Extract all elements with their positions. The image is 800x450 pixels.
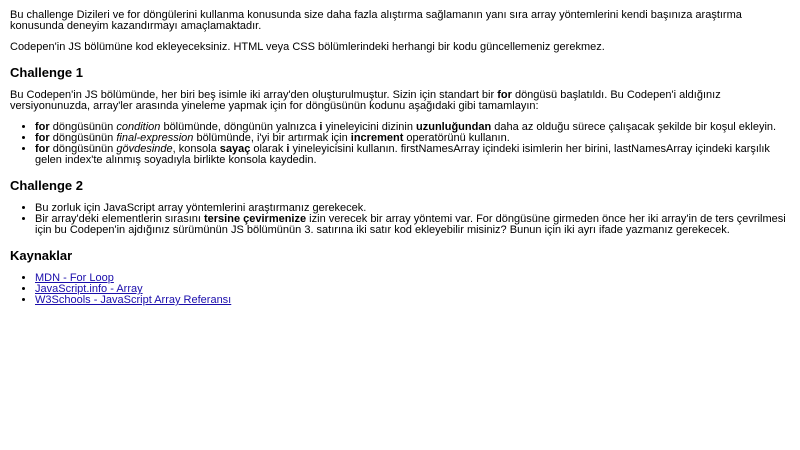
list-item-text: , konsola xyxy=(172,143,220,155)
reverse-keyword: tersine çevirmenize xyxy=(204,213,307,225)
increment-keyword: increment xyxy=(350,132,404,144)
challenge-1-text-a: Bu Codepen'in JS bölümünde, her biri beş isimle iki array'den oluşturulmuştur. Sizin için standart bir xyxy=(10,89,498,101)
list-item xyxy=(35,144,790,166)
list-item-text: döngüsünün xyxy=(49,121,117,133)
final-expression-term: final-expression xyxy=(116,132,194,144)
challenge-2-steps-list xyxy=(10,203,790,236)
list-item: • Bu zorluk için JavaScript array yöntemlerini araştırmanız gerekecek. xyxy=(35,203,790,214)
condition-term: condition xyxy=(116,121,161,133)
body-term: gövdesinde xyxy=(116,143,173,155)
length-keyword: uzunluğundan xyxy=(416,121,492,133)
list-item-text: izin verecek bir array yöntemi var. For döngüsüne girmeden önce her iki array'in de ters çevrilmesi için bu Codepen'in ajdığınız sürümünün JS bölümünün 3. satırına iki satır kod ekleyebilir misiniz? Bunun için iki ayrı ifade yazmanız gerekecek. xyxy=(35,213,786,236)
list-item-text: döngüsünün xyxy=(49,132,117,144)
list-item-text: olarak xyxy=(250,143,287,155)
iterator-keyword: i xyxy=(286,143,290,155)
list-item-text: yineleyicini dizinin xyxy=(322,121,417,133)
list-item xyxy=(35,273,790,284)
list-item-text: yineleyicisini kullanın. firstNamesArray içindeki isimlerin her birini, lastNamesArray içindeki karşılık gelen index'te alınmış soyadıyla birlikte konsola kaydedin. xyxy=(35,143,770,166)
challenge-1-text-b: döngüsü başlatıldı. Bu Codepen'i aldığınız versiyonunuzda, array'ler arasında yineleme yapmak için for döngüsünün kodunu aşağıdaki gibi tamamlayın: xyxy=(10,89,721,112)
codepen-instructions-paragraph: Codepen'in JS bölümüne kod ekleyeceksiniz. HTML veya CSS bölümlerindeki herhangi bir kodu güncellemeniz gerekmez. xyxy=(10,41,605,53)
for-keyword: for xyxy=(35,143,50,155)
intro-paragraph: Bu challenge Dizileri ve for döngülerini kullanma konusunda size daha fazla alıştırma sağlamanın yanı sıra array yöntemlerini kendi başınıza araştırma konusunda deneyim kazandırmayı amaçlamaktadır. xyxy=(10,9,742,32)
list-item-text: Bir array'deki elementlerin sırasını xyxy=(35,213,204,225)
sources-list xyxy=(10,273,790,306)
list-item-text: döngüsünün xyxy=(49,143,117,155)
list-item-text: daha az olduğu sürece çalışacak şekilde bir koşul ekleyin. xyxy=(491,121,777,133)
iterator-keyword: i xyxy=(319,121,323,133)
list-item-text: operatörünü kullanın. xyxy=(403,132,510,144)
list-item-text: bölümünde, i'yi bir artırmak için xyxy=(193,132,351,144)
challenge-1-steps-list xyxy=(10,122,790,166)
w3schools-array-reference-link[interactable]: W3Schools - JavaScript Array Referansı xyxy=(35,294,232,306)
counter-keyword: sayaç xyxy=(219,143,251,155)
for-keyword: for xyxy=(35,121,50,133)
challenge-1-for-keyword: for xyxy=(497,89,512,101)
challenge-1-heading: Challenge 1 xyxy=(10,65,83,80)
list-item-text: bölümünde, döngünün yalnızca xyxy=(160,121,320,133)
challenge-2-heading: Challenge 2 xyxy=(10,178,83,193)
for-keyword: for xyxy=(35,132,50,144)
sources-heading: Kaynaklar xyxy=(10,248,73,263)
mdn-for-loop-link[interactable]: MDN - For Loop xyxy=(35,272,114,284)
list-item xyxy=(35,295,790,306)
list-item xyxy=(35,214,790,236)
javascript-info-array-link[interactable]: JavaScript.info - Array xyxy=(35,283,143,295)
challenge-1-description xyxy=(10,90,790,112)
